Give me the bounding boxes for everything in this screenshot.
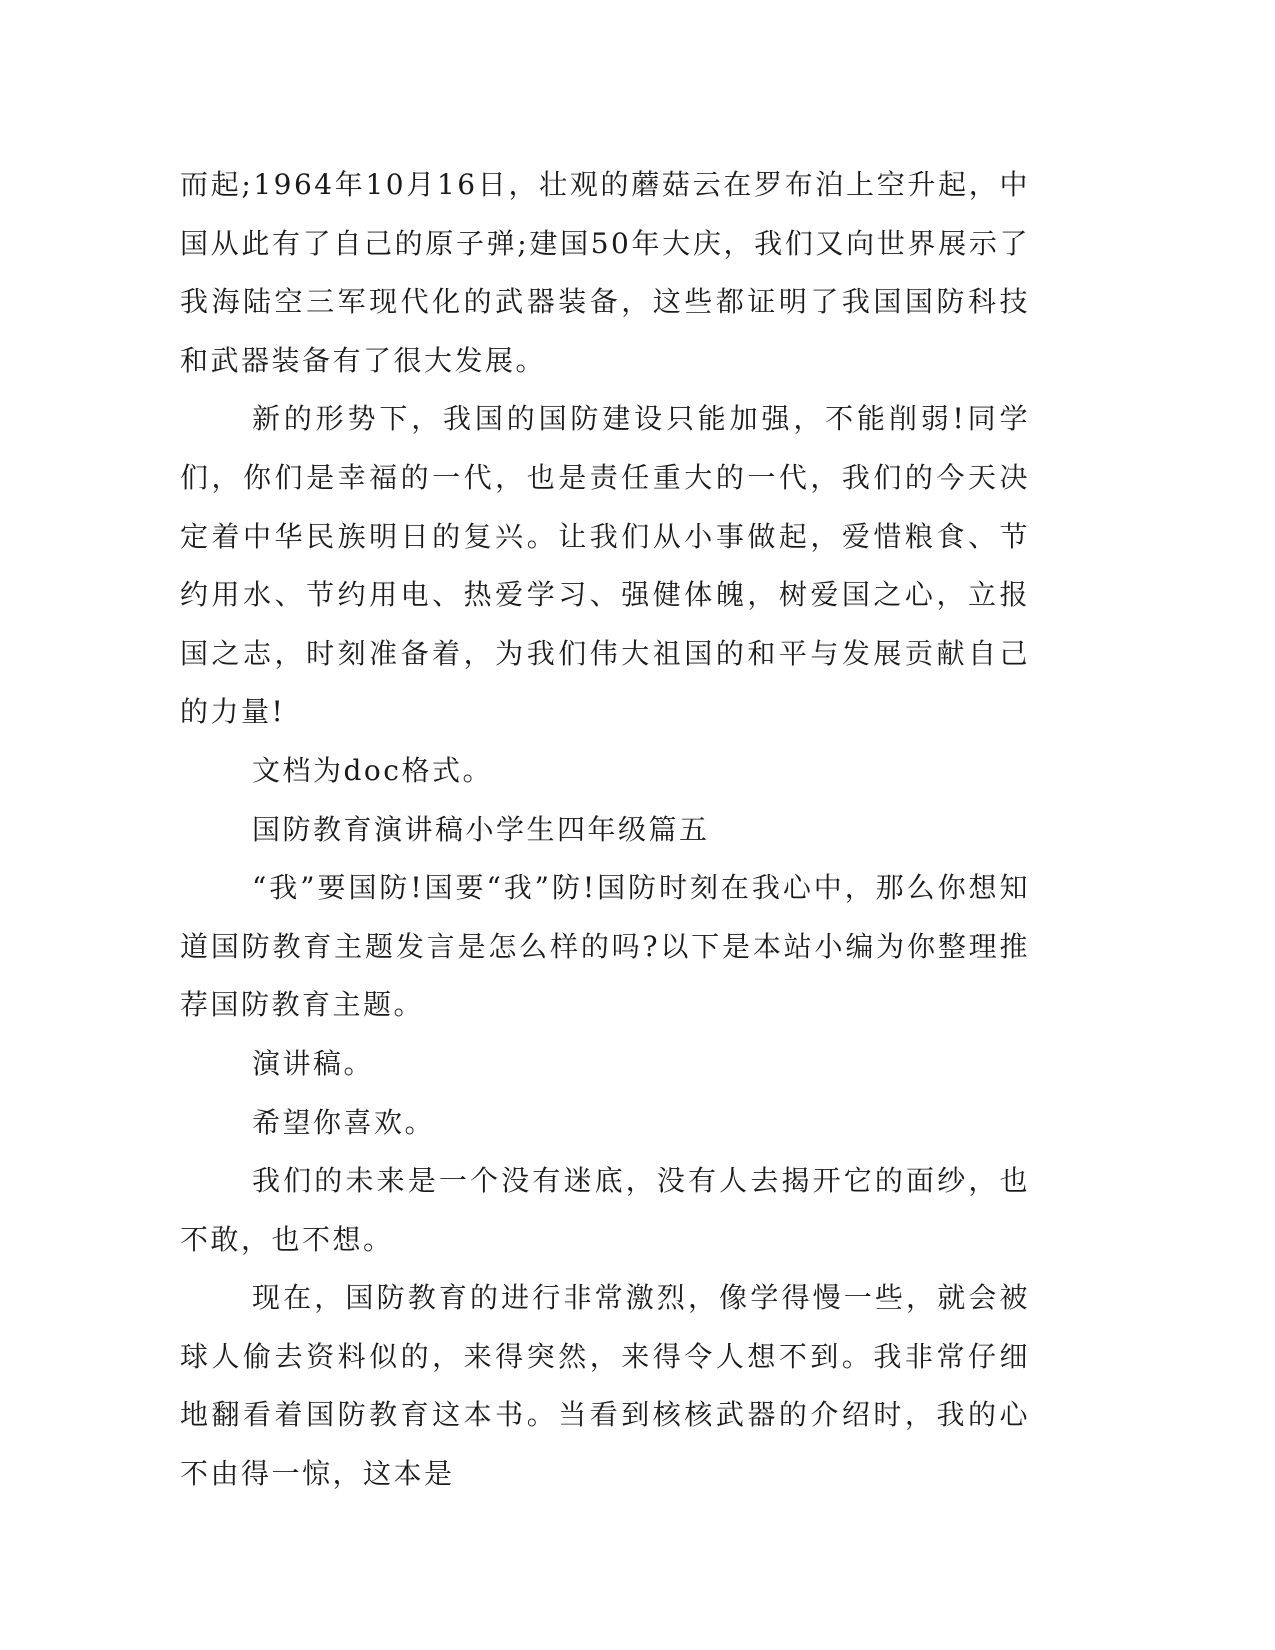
- section-heading: 国防教育演讲稿小学生四年级篇五: [252, 812, 710, 846]
- paragraph-7: 希望你喜欢。: [252, 1105, 436, 1139]
- paragraph-3: 文档为doc格式。: [252, 753, 493, 787]
- paragraph-6: 演讲稿。: [252, 1046, 375, 1080]
- paragraph-9: 现在，国防教育的进行非常激烈，像学得慢一些，就会被球人偷去资料似的，来得突然，来得令人想不到。我非常仔细地翻看着国防教育这本书。当看到核核武器的介绍时，我的心不由得一惊，这本是: [180, 1281, 1030, 1491]
- paragraph-1: 而起;1964年10月16日，壮观的蘑菇云在罗布泊上空升起，中国从此有了自己的原子弹;建国50年大庆，我们又向世界展示了我海陆空三军现代化的武器装备，这些都证明了我国国防科技和武器装备有了很大发展。: [180, 168, 1030, 377]
- paragraph-8: 我们的未来是一个没有迷底，没有人去揭开它的面纱，也不敢，也不想。: [180, 1164, 1030, 1256]
- paragraph-5: “我”要国防!国要“我”防!国防时刻在我心中，那么你想知道国防教育主题发言是怎么样的吗?以下是本站小编为你整理推荐国防教育主题。: [180, 871, 1030, 1022]
- paragraph-2: 新的形势下，我国的国防建设只能加强，不能削弱!同学们，你们是幸福的一代，也是责任重大的一代，我们的今天决定着中华民族明日的复兴。让我们从小事做起，爱惜粮食、节约用水、节约用电、热爱学习、强健体魄，树爱国之心，立报国之志，时刻准备着，为我们伟大祖国的和平与发展贡献自己的力量!: [180, 402, 1030, 729]
- document-body: [180, 156, 1030, 1504]
